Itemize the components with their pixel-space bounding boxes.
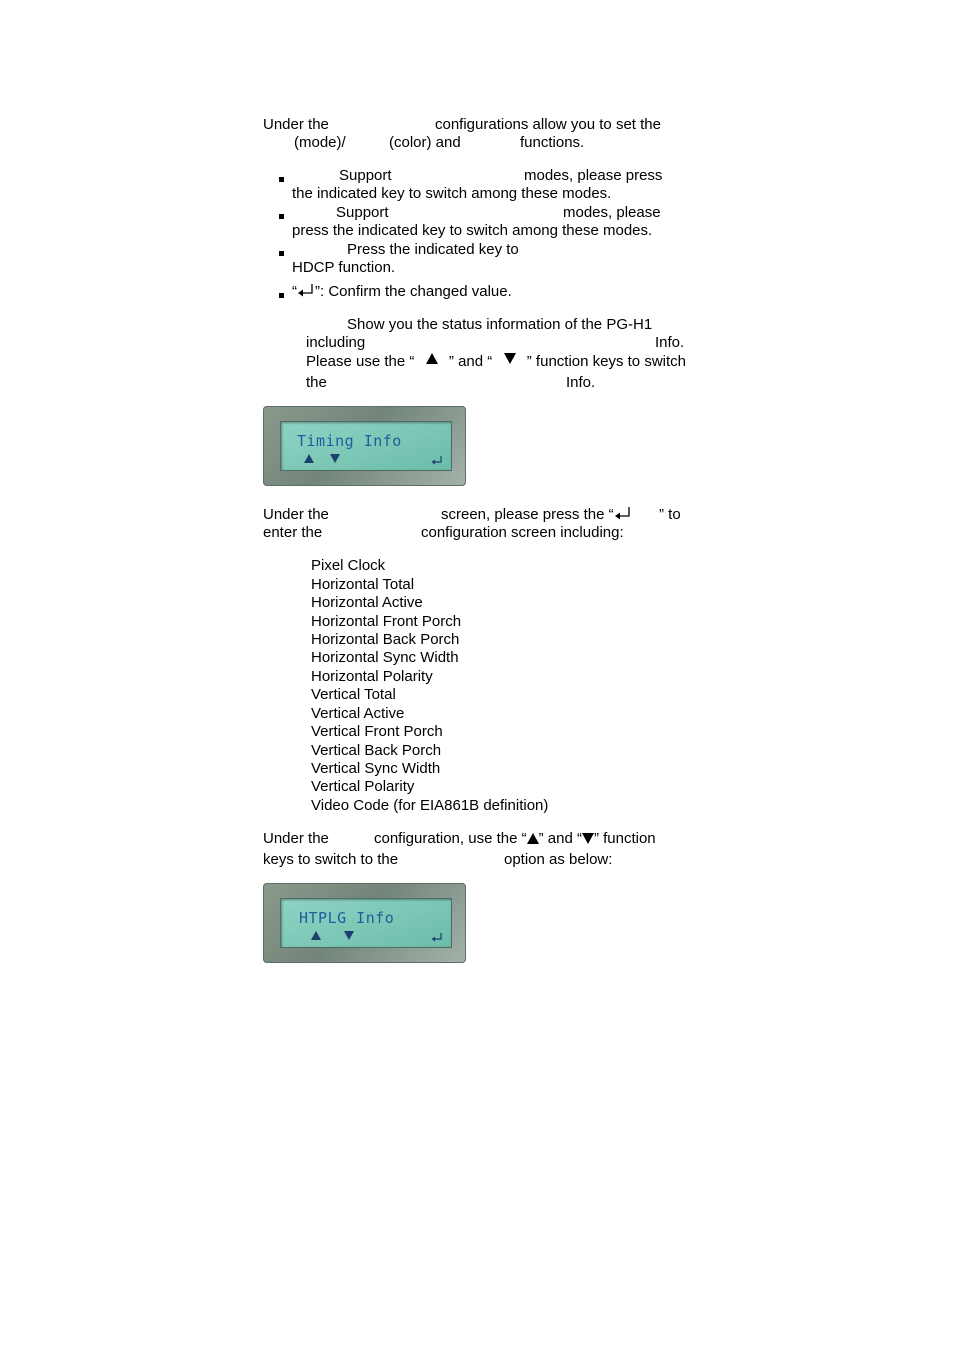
bullet-3-press: Press the indicated key to <box>347 241 519 258</box>
status-line-3 <box>306 353 686 371</box>
down-triangle-icon <box>504 353 516 364</box>
status-info-2: Info. <box>566 374 596 391</box>
status-including: including <box>306 334 366 351</box>
lcd-enter-icon <box>431 933 443 942</box>
bullet-1-support: Support <box>339 167 392 184</box>
lcd-enter-icon <box>431 456 443 465</box>
config-function: ” function <box>593 830 656 847</box>
under-to: ” to <box>659 506 681 523</box>
under-enter-the: enter the <box>263 524 323 541</box>
status-function-keys: ” function keys to switch <box>526 353 686 370</box>
list-item: Pixel Clock <box>311 557 386 574</box>
under-screen-text <box>441 506 632 524</box>
config-and: ” and “ <box>538 830 582 847</box>
under-screen-please: screen, please press the “ <box>441 506 614 523</box>
up-triangle-icon <box>527 833 539 844</box>
confirm-text: ”: Confirm the changed value. <box>315 283 512 300</box>
list-item: Video Code (for EIA861B definition) <box>311 797 549 814</box>
bullet-2-modes: modes, please <box>563 204 661 221</box>
lcd-up-arrow-icon <box>311 931 321 940</box>
list-item: Vertical Sync Width <box>311 760 441 777</box>
open-quote: “ <box>292 283 297 300</box>
lcd-screen <box>280 898 452 948</box>
config-option-below: option as below: <box>504 851 613 868</box>
intro-color-text: (color) and <box>389 134 461 151</box>
status-please-use: Please use the “ <box>306 353 415 370</box>
list-item: Horizontal Polarity <box>311 668 433 685</box>
config-under-the: Under the <box>263 830 329 847</box>
under-the: Under the <box>263 506 329 523</box>
status-line-1: Show you the status information of the PG-H1 <box>347 316 653 333</box>
down-triangle-icon <box>582 833 594 844</box>
lcd-up-arrow-icon <box>304 454 314 463</box>
list-item: Horizontal Sync Width <box>311 649 459 666</box>
status-the: the <box>306 374 327 391</box>
intro-functions-text: functions. <box>520 134 585 151</box>
bullet-square-3 <box>279 251 284 256</box>
config-use-the: configuration, use the “ <box>374 830 527 847</box>
list-item: Vertical Polarity <box>311 778 415 795</box>
bullet-square-2 <box>279 214 284 219</box>
list-item: Horizontal Front Porch <box>311 613 462 630</box>
lcd-down-arrow-icon <box>330 454 340 463</box>
intro-configurations-text: configurations allow you to set the <box>435 116 661 133</box>
bullet-3-hdcp: HDCP function. <box>292 259 396 276</box>
intro-under-the: Under the <box>263 116 329 133</box>
lcd-title: Timing Info <box>297 432 402 450</box>
enter-key-icon <box>614 507 632 521</box>
status-info-1: Info. <box>655 334 685 351</box>
list-item: Vertical Active <box>311 705 405 722</box>
list-item: Horizontal Active <box>311 594 423 611</box>
bullet-1-modes: modes, please press <box>524 167 663 184</box>
bullet-4-confirm <box>292 283 512 301</box>
list-item: Horizontal Total <box>311 576 415 593</box>
lcd-timing-info <box>263 406 466 486</box>
list-item: Vertical Back Porch <box>311 742 442 759</box>
list-item: Vertical Total <box>311 686 396 703</box>
bullet-1-line2: the indicated key to switch among these modes. <box>292 185 612 202</box>
config-keys-to-switch: keys to switch to the <box>263 851 399 868</box>
list-item: Horizontal Back Porch <box>311 631 460 648</box>
lcd-title: HTPLG Info <box>299 909 395 927</box>
enter-key-icon <box>297 284 315 298</box>
list-item: Vertical Front Porch <box>311 723 443 740</box>
bullet-2-line2: press the indicated key to switch among these modes. <box>292 222 653 239</box>
under-config-screen: configuration screen including: <box>421 524 624 541</box>
lcd-down-arrow-icon <box>344 931 354 940</box>
lcd-htplg-info <box>263 883 466 963</box>
bullet-square-1 <box>279 177 284 182</box>
up-triangle-icon <box>426 353 438 364</box>
config-use-keys <box>374 830 656 848</box>
bullet-2-support: Support <box>336 204 389 221</box>
status-and: ” and “ <box>448 353 493 370</box>
bullet-square-4 <box>279 293 284 298</box>
intro-mode-text: (mode)/ <box>294 134 346 151</box>
lcd-screen <box>280 421 452 471</box>
